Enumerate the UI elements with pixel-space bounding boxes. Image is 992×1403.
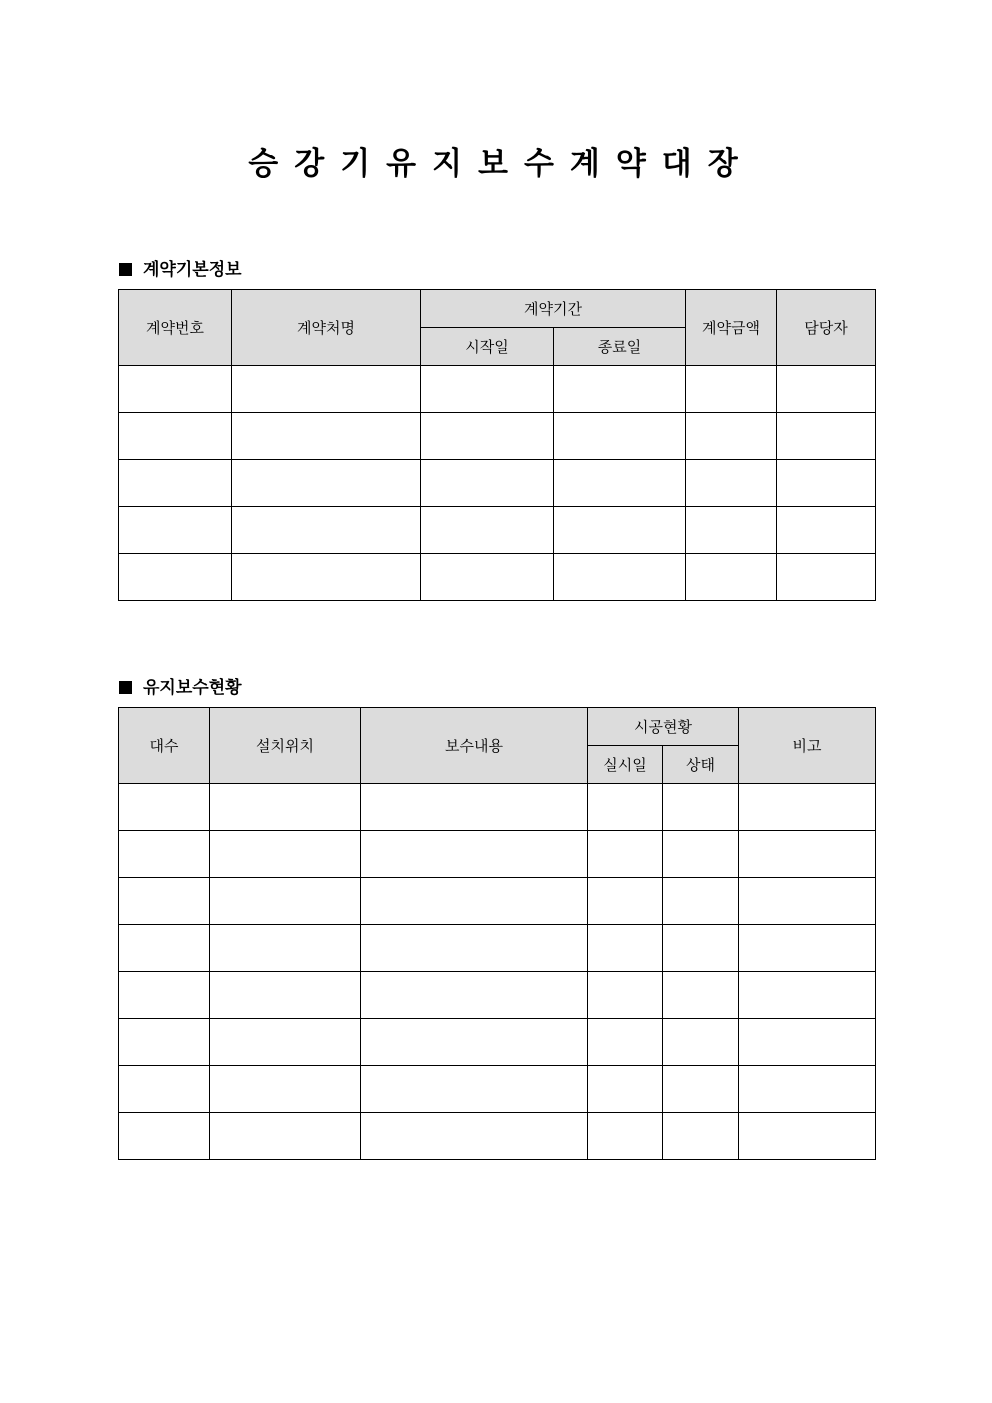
table-row	[119, 878, 876, 925]
table-cell[interactable]	[663, 1066, 739, 1113]
table-cell[interactable]	[663, 925, 739, 972]
table-cell[interactable]	[361, 831, 588, 878]
table-cell[interactable]	[777, 507, 876, 554]
header-period: 계약기간	[421, 290, 686, 328]
header-work-date: 실시일	[588, 746, 663, 784]
table-cell[interactable]	[663, 1019, 739, 1066]
header-content: 보수내용	[361, 708, 588, 784]
header-manager: 담당자	[777, 290, 876, 366]
table-row	[119, 831, 876, 878]
table-cell[interactable]	[588, 878, 663, 925]
table-cell[interactable]	[777, 413, 876, 460]
table-cell[interactable]	[686, 507, 777, 554]
table-cell[interactable]	[232, 460, 421, 507]
table-row	[119, 413, 876, 460]
table-cell[interactable]	[663, 1113, 739, 1160]
header-end-date: 종료일	[554, 328, 686, 366]
table-cell[interactable]	[361, 878, 588, 925]
table-row	[119, 1019, 876, 1066]
header-contractor: 계약처명	[232, 290, 421, 366]
table-cell[interactable]	[663, 784, 739, 831]
table-cell[interactable]	[232, 554, 421, 601]
table-cell[interactable]	[119, 1113, 210, 1160]
table-cell[interactable]	[554, 507, 686, 554]
table-cell[interactable]	[739, 1113, 876, 1160]
table-cell[interactable]	[663, 878, 739, 925]
table-cell[interactable]	[554, 554, 686, 601]
table-cell[interactable]	[361, 925, 588, 972]
table-cell[interactable]	[421, 554, 554, 601]
table-cell[interactable]	[421, 413, 554, 460]
table-cell[interactable]	[421, 460, 554, 507]
table-cell[interactable]	[663, 972, 739, 1019]
table-cell[interactable]	[119, 878, 210, 925]
table-cell[interactable]	[119, 460, 232, 507]
table-cell[interactable]	[739, 878, 876, 925]
table-cell[interactable]	[119, 507, 232, 554]
table-cell[interactable]	[739, 1019, 876, 1066]
table-cell[interactable]	[686, 554, 777, 601]
table-cell[interactable]	[588, 1019, 663, 1066]
table-cell[interactable]	[232, 413, 421, 460]
table-cell[interactable]	[210, 1019, 361, 1066]
table-cell[interactable]	[739, 925, 876, 972]
table-cell[interactable]	[119, 972, 210, 1019]
table-cell[interactable]	[554, 413, 686, 460]
header-location: 설치위치	[210, 708, 361, 784]
table-row	[119, 784, 876, 831]
square-bullet-icon	[119, 263, 132, 276]
table-cell[interactable]	[232, 507, 421, 554]
table-cell[interactable]	[588, 1113, 663, 1160]
table-cell[interactable]	[554, 366, 686, 413]
table-cell[interactable]	[210, 925, 361, 972]
table-cell[interactable]	[361, 784, 588, 831]
maintenance-section-label: 유지보수현황	[143, 678, 242, 698]
table-cell[interactable]	[588, 972, 663, 1019]
table-cell[interactable]	[210, 1066, 361, 1113]
table-cell[interactable]	[554, 460, 686, 507]
contract-section-heading	[119, 255, 242, 280]
table-cell[interactable]	[119, 784, 210, 831]
table-cell[interactable]	[119, 831, 210, 878]
table-row	[119, 1066, 876, 1113]
table-cell[interactable]	[361, 1066, 588, 1113]
table-row	[119, 554, 876, 601]
document-title: 승강기유지보수계약대장	[248, 146, 754, 182]
table-cell[interactable]	[210, 972, 361, 1019]
square-bullet-icon	[119, 681, 132, 694]
header-unit-no: 대수	[119, 708, 210, 784]
table-cell[interactable]	[361, 972, 588, 1019]
maintenance-section-heading	[119, 673, 242, 698]
table-cell[interactable]	[777, 460, 876, 507]
table-cell[interactable]	[119, 1019, 210, 1066]
table-cell[interactable]	[119, 1066, 210, 1113]
table-cell[interactable]	[421, 366, 554, 413]
table-cell[interactable]	[210, 878, 361, 925]
table-cell[interactable]	[421, 507, 554, 554]
table-cell[interactable]	[119, 925, 210, 972]
table-cell[interactable]	[739, 784, 876, 831]
table-row	[119, 1113, 876, 1160]
table-row	[119, 925, 876, 972]
table-cell[interactable]	[119, 366, 232, 413]
table-cell[interactable]	[119, 554, 232, 601]
table-cell[interactable]	[739, 1066, 876, 1113]
table-cell[interactable]	[361, 1019, 588, 1066]
table-row	[119, 972, 876, 1019]
table-cell[interactable]	[232, 366, 421, 413]
table-cell[interactable]	[210, 1113, 361, 1160]
header-amount: 계약금액	[686, 290, 777, 366]
header-start-date: 시작일	[421, 328, 554, 366]
table-cell[interactable]	[588, 831, 663, 878]
table-cell[interactable]	[739, 831, 876, 878]
maintenance-status-table	[118, 707, 876, 1160]
table-row	[119, 460, 876, 507]
table-cell[interactable]	[119, 413, 232, 460]
table-cell[interactable]	[663, 831, 739, 878]
table-cell[interactable]	[739, 972, 876, 1019]
table-cell[interactable]	[588, 1066, 663, 1113]
table-row	[119, 366, 876, 413]
table-cell[interactable]	[777, 554, 876, 601]
table-row	[119, 507, 876, 554]
header-contract-no: 계약번호	[119, 290, 232, 366]
table-cell[interactable]	[777, 366, 876, 413]
table-cell[interactable]	[588, 784, 663, 831]
table-cell[interactable]	[361, 1113, 588, 1160]
table-cell[interactable]	[210, 831, 361, 878]
table-cell[interactable]	[686, 460, 777, 507]
contract-info-table	[118, 289, 876, 601]
header-status-group: 시공현황	[588, 708, 739, 746]
header-remarks: 비고	[739, 708, 876, 784]
table-cell[interactable]	[210, 784, 361, 831]
table-cell[interactable]	[686, 366, 777, 413]
table-cell[interactable]	[588, 925, 663, 972]
table-cell[interactable]	[686, 413, 777, 460]
contract-section-label: 계약기본정보	[143, 260, 242, 280]
header-state: 상태	[663, 746, 739, 784]
